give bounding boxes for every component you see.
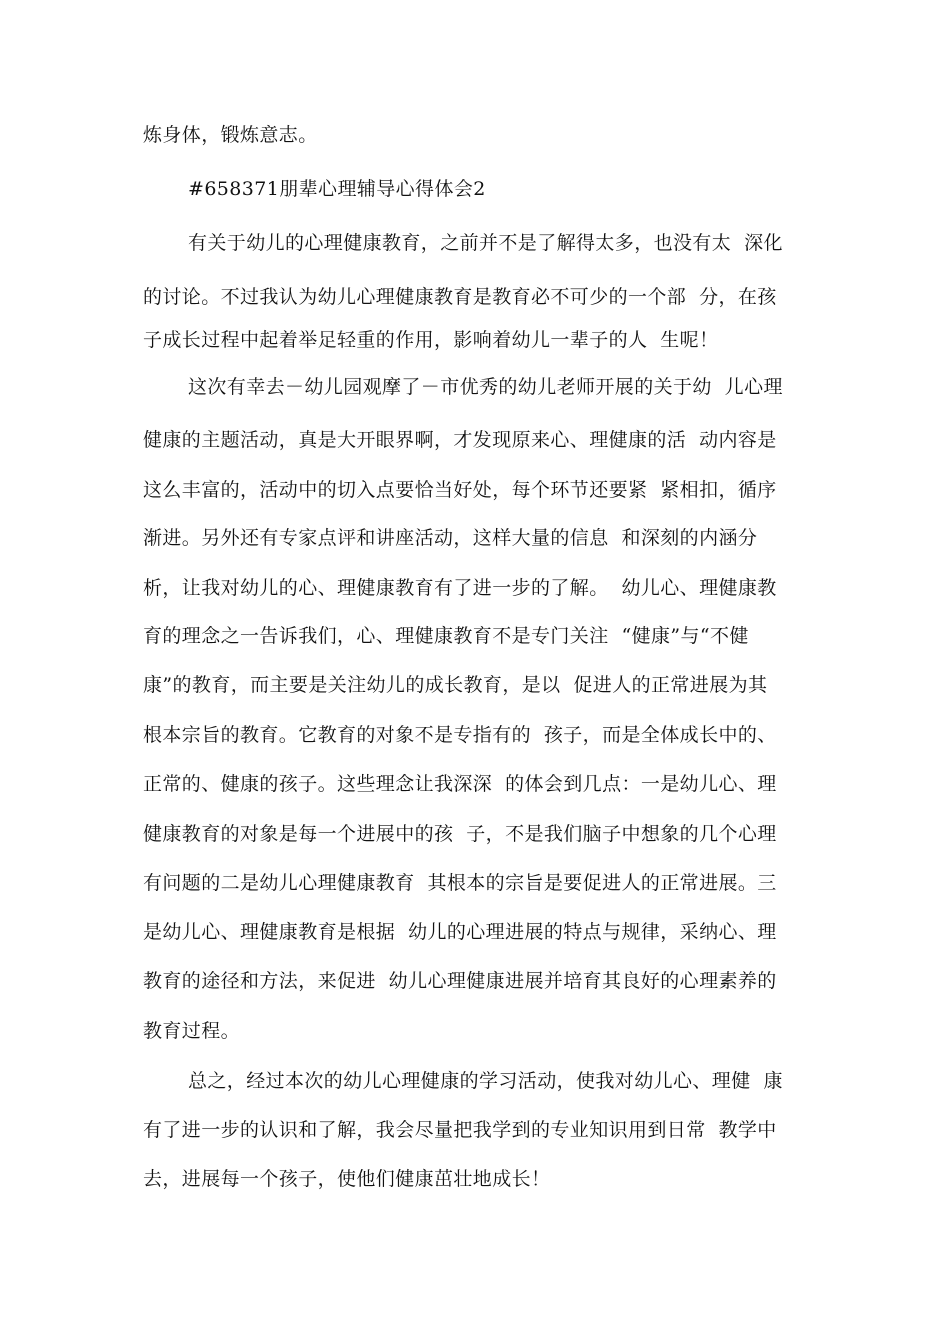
text-line: 教育的途径和方法，来促进 幼儿心理健康进展并培育其良好的心理素养的: [143, 970, 777, 992]
text-line: 有问题的二是幼儿心理健康教育 其根本的宗旨是要促进人的正常进展。三: [143, 872, 777, 894]
text-line: 是幼儿心、理健康教育是根据 幼儿的心理进展的特点与规律，采纳心、理: [143, 921, 777, 943]
text-line: 健康教育的对象是每一个进展中的孩 子，不是我们脑子中想象的几个心理: [143, 823, 777, 845]
section-heading: #658371朋辈心理辅导心得体会2: [188, 178, 486, 200]
text-line: 炼身体，锻炼意志。: [143, 124, 318, 146]
text-line: 子成长过程中起着举足轻重的作用，影响着幼儿一辈子的人 生呢！: [143, 329, 719, 351]
text-line: 这么丰富的，活动中的切入点要恰当好处，每个环节还要紧 紧相扣，循序: [143, 479, 777, 501]
text-line: 康”的教育，而主要是关注幼儿的成长教育，是以 促进人的正常进展为其: [143, 674, 768, 696]
text-line: 有关于幼儿的心理健康教育，之前并不是了解得太多，也没有太 深化: [188, 232, 783, 254]
text-line: 析，让我对幼儿的心、理健康教育有了进一步的了解。 幼儿心、理健康教: [143, 577, 777, 599]
text-line: 总之，经过本次的幼儿心理健康的学习活动，使我对幼儿心、理健 康: [188, 1070, 783, 1092]
text-line: 去，进展每一个孩子，使他们健康茁壮地成长！: [143, 1168, 551, 1190]
text-line: 有了进一步的认识和了解，我会尽量把我学到的专业知识用到日常 教学中: [143, 1119, 777, 1141]
text-line: 健康的主题活动，真是大开眼界啊，才发现原来心、理健康的活 动内容是: [143, 429, 777, 451]
text-line: 教育过程。: [143, 1020, 241, 1042]
text-line: 正常的、健康的孩子。这些理念让我深深 的体会到几点：一是幼儿心、理: [143, 773, 777, 795]
text-line: 这次有幸去－幼儿园观摩了－市优秀的幼儿老师开展的关于幼 儿心理: [188, 376, 783, 398]
text-line: 育的理念之一告诉我们，心、理健康教育不是专门关注 “健康”与“不健: [143, 625, 749, 647]
text-line: 的讨论。不过我认为幼儿心理健康教育是教育必不可少的一个部 分，在孩: [143, 286, 777, 308]
text-line: 渐进。另外还有专家点评和讲座活动，这样大量的信息 和深刻的内涵分: [143, 527, 758, 549]
text-line: 根本宗旨的教育。它教育的对象不是专指有的 孩子，而是全体成长中的、: [143, 724, 777, 746]
